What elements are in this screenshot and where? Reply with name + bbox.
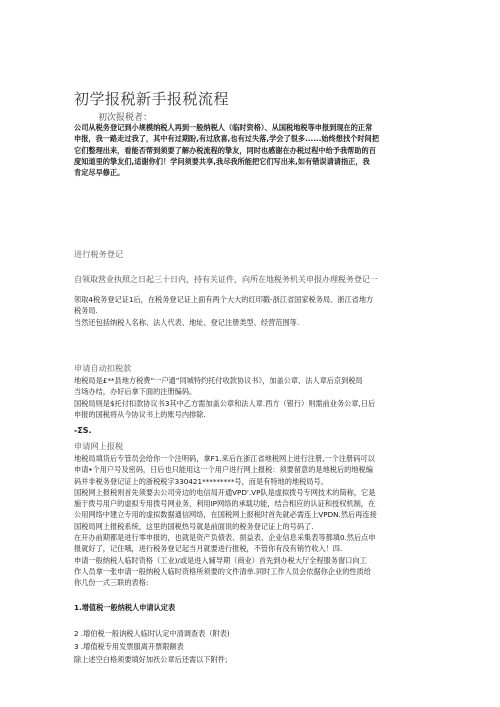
online-filing-line: 在开办前期都是进行零申报的，也就是资产负债表、损益表、企业信息采集表等都填0.然后点申	[74, 533, 376, 543]
registration-line: 税务局.	[74, 306, 98, 316]
online-filing-line: 你几份一式三联的表格:	[74, 578, 149, 588]
intro-line: 公司从税务登记到小规模纳税人再到一般纳税人（临时资格）、从国税地税等申报到现在的正常	[74, 123, 373, 132]
section-heading-online-filing: 申请网上报税	[74, 441, 124, 451]
online-filing-line: 公用网络中建立专用的虚拟数据通信网络，在国税网上报税时首先就必需连上VPDN.然后再连接	[74, 510, 377, 520]
online-filing-line: 施于拨号用户的虚拟专用拨号网业务，利用IP网络的承载功能，结合相应的认证和授权机制，在	[74, 499, 376, 509]
attachment-note: 除上述空白格须要填好加祆公章后还需以下附件;	[74, 655, 228, 664]
auto-deduction-line: 国税局则是$托付扣款协议书3其中乙方需加盖公章和法人章.西方（银行）则需前业务公章,日后	[74, 398, 376, 408]
online-filing-line: 地税局填货后专管员会给你一个注明码，拿F1.来后在浙江省地税网上进行注册,一个注册码可以	[74, 454, 375, 463]
section-heading-auto-deduction: 申请自动扣税款	[74, 363, 132, 373]
registration-deadline-line: 自领取营业执照之日起三十日内，持有关证件，向所在地税务机关申报办理税务登记一	[74, 275, 378, 284]
online-filing-paragraph	[74, 453, 436, 589]
auto-deduction-line: 申报的国税将从今协议书上的账号内排除.	[74, 409, 206, 419]
online-filing-line: 申请•个用户号及密码，日后也只能用这一个用户进行网上报税：须要留意的是地税后的地税编	[74, 465, 373, 475]
auto-deduction-line: 当场办结，办好后拿下面的注册编码。	[74, 387, 197, 397]
registration-line: 领取4税务登记证1后，在税务登记证上面有两个大大的红印戳-浙江省国家税务局、浙江省地方	[74, 295, 374, 304]
form-list-item: 1.增值税一般纳税人申请认定表	[74, 603, 176, 612]
registration-paragraph	[74, 294, 436, 328]
online-filing-line: 码并非税务登记证上的浙税税字330421*********号，而是有特地的地税局号。	[74, 476, 328, 486]
auto-deduction-line: 地税局是£**县地方税费“一户通”同城特约托付收款协议书》，加盖公章、法人章后京到税局	[74, 376, 363, 385]
intro-line: 申报，我一路走过我了，其中有过期盼,有过欣喜,也有过失落,学会了很多......始终想找个时间把	[74, 134, 379, 144]
intro-line: 肯定尽早修正。	[74, 168, 125, 178]
author-line: 初次报税者：	[98, 113, 153, 123]
section-heading-tax-registration: 进行税务登记	[74, 249, 124, 259]
document-title: 初学报税新手报税流程	[74, 90, 230, 108]
registration-line: 当然还包括纳税人名称、法人代表、地址、登记注册类型、经营范围等.	[74, 317, 300, 327]
online-filing-line: 国税局网上报税系统，这里的国税热号就是前面说的税务登记证上的号码了.	[74, 521, 314, 531]
intro-paragraph	[74, 122, 436, 178]
online-filing-line: 申请一般纳税人临时资格（工业)/或是进入辅导期（商业）首先到办税大厅全程服务窗口向工	[74, 555, 367, 565]
online-filing-line: 报就好了，记住哦，进行税务登记起当月就要进行报税，不管你有没有销竹收入！四.	[74, 544, 343, 554]
intro-line: 它们整理出来，看能否帮到须要了解办税流程的挚友，同时也感谢在办税过程中给予我帮助的百	[74, 145, 376, 155]
form-list-item: 3 .增值税专用发票服离开票限额表	[74, 642, 184, 651]
auto-deduction-paragraph	[74, 375, 436, 420]
section-symbol: -ΣS.	[74, 426, 92, 435]
online-filing-line: 国税网上报税则首先须要去公司旁边的电信局开通VPD'.VP队是虚拟拨号专网技术的简称，它是	[74, 487, 376, 497]
form-list-item: 2 .增伯税一般讷税人临时认定中清调查表（附表)	[74, 629, 230, 638]
intro-line: 度知道里的挚友们,适谢你们！学问须要共享,我尽我所能把它们写出来,如有错误请请指正，我	[74, 156, 370, 166]
online-filing-line: 作人员拿一张申请一般纳税人临时资格所须要的文件清单.同时工作人员会依据你企业的性质给	[74, 566, 371, 576]
